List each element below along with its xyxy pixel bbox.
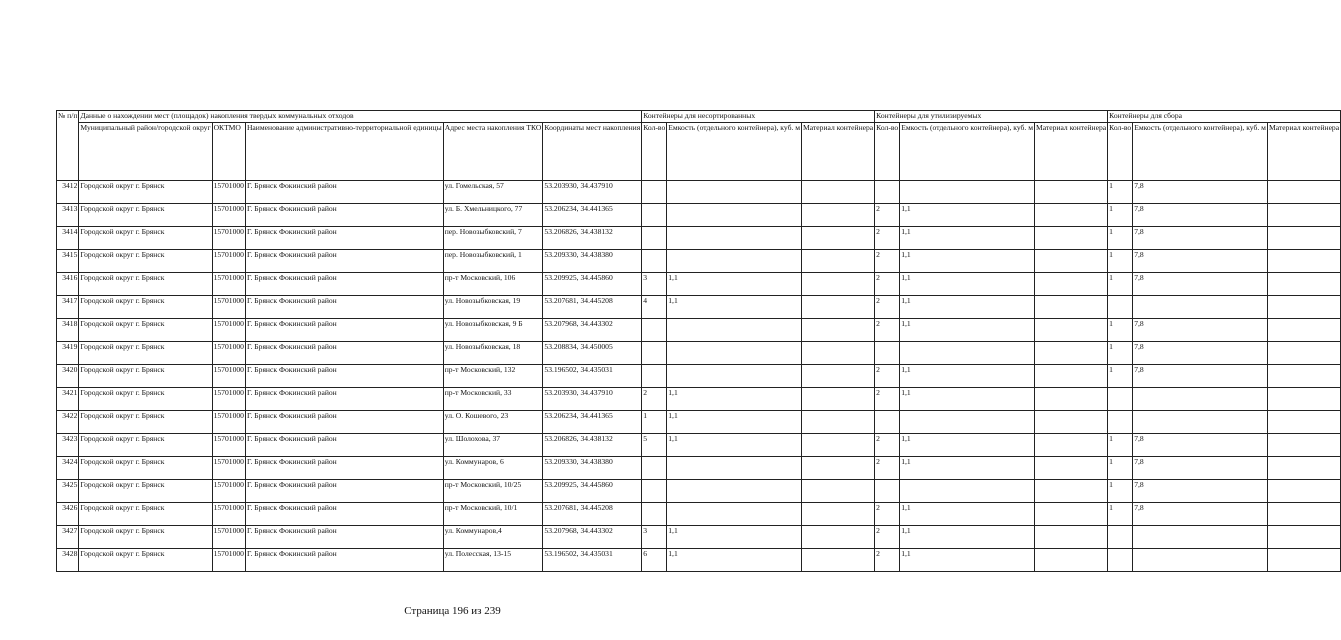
- capacity-unsorted-cell: [667, 365, 802, 388]
- address-cell: ул. Коммунаров,4: [443, 526, 543, 549]
- material-bulk-cell: [1267, 503, 1340, 526]
- oktmo-cell: 15701000: [212, 526, 245, 549]
- settlement-cell: Г. Брянск Фокинский район: [245, 342, 443, 365]
- table-row: [57, 434, 1341, 457]
- material-recycle-cell: [1035, 296, 1108, 319]
- capacity-recycle-cell: 1,1: [900, 434, 1035, 457]
- row-number: 3424: [57, 457, 79, 480]
- count-unsorted-cell: 3: [642, 273, 667, 296]
- material-unsorted-cell: [802, 296, 875, 319]
- capacity-bulk-cell: 7,8: [1133, 204, 1268, 227]
- count-bulk-cell: 1: [1108, 342, 1133, 365]
- coords-cell: 53.206826, 34.438132: [543, 434, 642, 457]
- material-unsorted-cell: [802, 227, 875, 250]
- count-bulk-cell: [1108, 549, 1133, 572]
- capacity-bulk-cell: [1133, 549, 1268, 572]
- header-capacity-bulk: Емкость (отдельного контейнера), куб. м: [1133, 123, 1268, 181]
- table-row: [57, 365, 1341, 388]
- count-recycle-cell: 2: [875, 457, 900, 480]
- count-bulk-cell: [1108, 388, 1133, 411]
- count-unsorted-cell: [642, 204, 667, 227]
- count-bulk-cell: 1: [1108, 365, 1133, 388]
- material-unsorted-cell: [802, 204, 875, 227]
- municipality-cell: Городской округ г. Брянск: [79, 549, 212, 572]
- settlement-cell: Г. Брянск Фокинский район: [245, 227, 443, 250]
- count-unsorted-cell: [642, 181, 667, 204]
- row-number: 3425: [57, 480, 79, 503]
- capacity-recycle-cell: 1,1: [900, 296, 1035, 319]
- capacity-bulk-cell: 7,8: [1133, 457, 1268, 480]
- material-recycle-cell: [1035, 319, 1108, 342]
- count-unsorted-cell: [642, 365, 667, 388]
- count-recycle-cell: 2: [875, 388, 900, 411]
- material-unsorted-cell: [802, 250, 875, 273]
- table-row: [57, 342, 1341, 365]
- capacity-unsorted-cell: [667, 250, 802, 273]
- material-unsorted-cell: [802, 503, 875, 526]
- count-recycle-cell: 2: [875, 296, 900, 319]
- material-bulk-cell: [1267, 365, 1340, 388]
- material-recycle-cell: [1035, 181, 1108, 204]
- page-counter: Страница 196 из 239: [404, 605, 501, 617]
- municipality-cell: Городской округ г. Брянск: [79, 365, 212, 388]
- count-recycle-cell: 2: [875, 549, 900, 572]
- count-unsorted-cell: 2: [642, 388, 667, 411]
- material-bulk-cell: [1267, 388, 1340, 411]
- material-recycle-cell: [1035, 204, 1108, 227]
- count-recycle-cell: 2: [875, 204, 900, 227]
- municipality-cell: Городской округ г. Брянск: [79, 273, 212, 296]
- header-material-bulk: Материал контейнера: [1267, 123, 1340, 181]
- count-unsorted-cell: [642, 319, 667, 342]
- count-unsorted-cell: [642, 250, 667, 273]
- count-unsorted-cell: 1: [642, 411, 667, 434]
- capacity-unsorted-cell: [667, 227, 802, 250]
- material-bulk-cell: [1267, 457, 1340, 480]
- capacity-unsorted-cell: [667, 181, 802, 204]
- material-unsorted-cell: [802, 434, 875, 457]
- count-unsorted-cell: [642, 503, 667, 526]
- oktmo-cell: 15701000: [212, 181, 245, 204]
- capacity-unsorted-cell: [667, 457, 802, 480]
- material-unsorted-cell: [802, 365, 875, 388]
- coords-cell: 53.208834, 34.450005: [543, 342, 642, 365]
- oktmo-cell: 15701000: [212, 549, 245, 572]
- capacity-recycle-cell: [900, 411, 1035, 434]
- settlement-cell: Г. Брянск Фокинский район: [245, 526, 443, 549]
- count-recycle-cell: [875, 411, 900, 434]
- table-row: [57, 457, 1341, 480]
- settlement-cell: Г. Брянск Фокинский район: [245, 204, 443, 227]
- address-cell: пер. Новозыбковский, 7: [443, 227, 543, 250]
- capacity-bulk-cell: [1133, 296, 1268, 319]
- settlement-cell: Г. Брянск Фокинский район: [245, 319, 443, 342]
- count-recycle-cell: 2: [875, 319, 900, 342]
- count-recycle-cell: 2: [875, 250, 900, 273]
- row-number: 3426: [57, 503, 79, 526]
- coords-cell: 53.207681, 34.445208: [543, 503, 642, 526]
- material-bulk-cell: [1267, 250, 1340, 273]
- municipality-cell: Городской округ г. Брянск: [79, 434, 212, 457]
- material-recycle-cell: [1035, 273, 1108, 296]
- count-bulk-cell: 1: [1108, 503, 1133, 526]
- material-bulk-cell: [1267, 227, 1340, 250]
- count-bulk-cell: 1: [1108, 204, 1133, 227]
- municipality-cell: Городской округ г. Брянск: [79, 526, 212, 549]
- oktmo-cell: 15701000: [212, 480, 245, 503]
- material-unsorted-cell: [802, 319, 875, 342]
- coords-cell: 53.209925, 34.445860: [543, 273, 642, 296]
- material-recycle-cell: [1035, 480, 1108, 503]
- capacity-recycle-cell: 1,1: [900, 457, 1035, 480]
- settlement-cell: Г. Брянск Фокинский район: [245, 457, 443, 480]
- settlement-cell: Г. Брянск Фокинский район: [245, 434, 443, 457]
- address-cell: ул. Шолохова, 37: [443, 434, 543, 457]
- count-recycle-cell: 2: [875, 526, 900, 549]
- count-unsorted-cell: [642, 227, 667, 250]
- header-material-recycle: Материал контейнера: [1035, 123, 1108, 181]
- count-recycle-cell: 2: [875, 503, 900, 526]
- municipality-cell: Городской округ г. Брянск: [79, 181, 212, 204]
- material-unsorted-cell: [802, 457, 875, 480]
- count-recycle-cell: [875, 480, 900, 503]
- count-unsorted-cell: 5: [642, 434, 667, 457]
- count-recycle-cell: 2: [875, 434, 900, 457]
- oktmo-cell: 15701000: [212, 503, 245, 526]
- header-row-columns: [57, 123, 1341, 181]
- material-bulk-cell: [1267, 411, 1340, 434]
- address-cell: пр-т Московский, 10/25: [443, 480, 543, 503]
- oktmo-cell: 15701000: [212, 411, 245, 434]
- address-cell: ул. Новозыбковская, 18: [443, 342, 543, 365]
- header-settlement: Наименование административно-территориальной единицы: [245, 123, 443, 181]
- capacity-bulk-cell: [1133, 411, 1268, 434]
- row-number: 3421: [57, 388, 79, 411]
- municipality-cell: Городской округ г. Брянск: [79, 204, 212, 227]
- table-row: [57, 503, 1341, 526]
- count-bulk-cell: [1108, 526, 1133, 549]
- material-bulk-cell: [1267, 549, 1340, 572]
- material-bulk-cell: [1267, 296, 1340, 319]
- table-row: [57, 480, 1341, 503]
- address-cell: пр-т Московский, 132: [443, 365, 543, 388]
- capacity-recycle-cell: 1,1: [900, 250, 1035, 273]
- address-cell: ул. Новозыбковская, 9 Б: [443, 319, 543, 342]
- capacity-unsorted-cell: 1,1: [667, 273, 802, 296]
- table-row: [57, 273, 1341, 296]
- settlement-cell: Г. Брянск Фокинский район: [245, 503, 443, 526]
- coords-cell: 53.209330, 34.438380: [543, 250, 642, 273]
- count-unsorted-cell: [642, 480, 667, 503]
- header-address: Адрес места накопления ТКО: [443, 123, 543, 181]
- capacity-bulk-cell: 7,8: [1133, 365, 1268, 388]
- capacity-bulk-cell: 7,8: [1133, 480, 1268, 503]
- coords-cell: 53.206234, 34.441365: [543, 411, 642, 434]
- municipality-cell: Городской округ г. Брянск: [79, 388, 212, 411]
- municipality-cell: Городской округ г. Брянск: [79, 457, 212, 480]
- settlement-cell: Г. Брянск Фокинский район: [245, 480, 443, 503]
- coords-cell: 53.206826, 34.438132: [543, 227, 642, 250]
- coords-cell: 53.203930, 34.437910: [543, 181, 642, 204]
- count-unsorted-cell: 3: [642, 526, 667, 549]
- table-row: [57, 296, 1341, 319]
- material-recycle-cell: [1035, 388, 1108, 411]
- material-unsorted-cell: [802, 388, 875, 411]
- capacity-unsorted-cell: [667, 480, 802, 503]
- capacity-unsorted-cell: [667, 503, 802, 526]
- oktmo-cell: 15701000: [212, 319, 245, 342]
- header-material-unsorted: Материал контейнера: [802, 123, 875, 181]
- settlement-cell: Г. Брянск Фокинский район: [245, 549, 443, 572]
- table-row: [57, 227, 1341, 250]
- capacity-bulk-cell: 7,8: [1133, 434, 1268, 457]
- capacity-unsorted-cell: 1,1: [667, 549, 802, 572]
- oktmo-cell: 15701000: [212, 296, 245, 319]
- header-group-unsorted: Контейнеры для несортированных: [642, 111, 875, 123]
- table-row: [57, 204, 1341, 227]
- capacity-recycle-cell: 1,1: [900, 549, 1035, 572]
- address-cell: ул. Полесская, 13-15: [443, 549, 543, 572]
- header-count-bulk: Кол-во: [1108, 123, 1133, 181]
- count-recycle-cell: [875, 181, 900, 204]
- capacity-bulk-cell: 7,8: [1133, 181, 1268, 204]
- count-unsorted-cell: 4: [642, 296, 667, 319]
- material-recycle-cell: [1035, 227, 1108, 250]
- row-number: 3428: [57, 549, 79, 572]
- coords-cell: 53.196502, 34.435031: [543, 549, 642, 572]
- count-recycle-cell: 2: [875, 273, 900, 296]
- capacity-unsorted-cell: [667, 204, 802, 227]
- municipality-cell: Городской округ г. Брянск: [79, 342, 212, 365]
- table-row: [57, 181, 1341, 204]
- coords-cell: 53.209925, 34.445860: [543, 480, 642, 503]
- municipality-cell: Городской округ г. Брянск: [79, 319, 212, 342]
- oktmo-cell: 15701000: [212, 365, 245, 388]
- oktmo-cell: 15701000: [212, 457, 245, 480]
- header-capacity-recycle: Емкость (отдельного контейнера), куб. м: [900, 123, 1035, 181]
- municipality-cell: Городской округ г. Брянск: [79, 227, 212, 250]
- material-recycle-cell: [1035, 342, 1108, 365]
- header-group-location: Данные о нахождении мест (площадок) накопления твердых коммунальных отходов: [79, 111, 642, 123]
- header-oktmo: ОКТМО: [212, 123, 245, 181]
- material-unsorted-cell: [802, 342, 875, 365]
- table-row: [57, 411, 1341, 434]
- header-group-bulk: Контейнеры для сбора: [1108, 111, 1341, 123]
- material-bulk-cell: [1267, 319, 1340, 342]
- count-bulk-cell: 1: [1108, 181, 1133, 204]
- header-count-recycle: Кол-во: [875, 123, 900, 181]
- row-number: 3417: [57, 296, 79, 319]
- capacity-recycle-cell: 1,1: [900, 204, 1035, 227]
- municipality-cell: Городской округ г. Брянск: [79, 503, 212, 526]
- count-recycle-cell: 2: [875, 227, 900, 250]
- oktmo-cell: 15701000: [212, 250, 245, 273]
- row-number: 3416: [57, 273, 79, 296]
- registry-sheet: [56, 110, 1341, 572]
- count-bulk-cell: [1108, 296, 1133, 319]
- count-bulk-cell: 1: [1108, 480, 1133, 503]
- address-cell: ул. Коммунаров, 6: [443, 457, 543, 480]
- row-number: 3422: [57, 411, 79, 434]
- material-bulk-cell: [1267, 480, 1340, 503]
- capacity-bulk-cell: 7,8: [1133, 273, 1268, 296]
- capacity-recycle-cell: [900, 480, 1035, 503]
- registry-table: [56, 110, 1341, 572]
- count-bulk-cell: 1: [1108, 457, 1133, 480]
- material-unsorted-cell: [802, 480, 875, 503]
- count-recycle-cell: [875, 342, 900, 365]
- capacity-unsorted-cell: 1,1: [667, 526, 802, 549]
- capacity-bulk-cell: [1133, 526, 1268, 549]
- municipality-cell: Городской округ г. Брянск: [79, 411, 212, 434]
- capacity-recycle-cell: 1,1: [900, 365, 1035, 388]
- settlement-cell: Г. Брянск Фокинский район: [245, 411, 443, 434]
- address-cell: пр-т Московский, 33: [443, 388, 543, 411]
- oktmo-cell: 15701000: [212, 342, 245, 365]
- capacity-recycle-cell: 1,1: [900, 319, 1035, 342]
- address-cell: ул. Б. Хмельницкого, 77: [443, 204, 543, 227]
- material-recycle-cell: [1035, 434, 1108, 457]
- capacity-recycle-cell: 1,1: [900, 526, 1035, 549]
- material-bulk-cell: [1267, 434, 1340, 457]
- table-row: [57, 250, 1341, 273]
- coords-cell: 53.207968, 34.443302: [543, 319, 642, 342]
- count-bulk-cell: [1108, 411, 1133, 434]
- capacity-bulk-cell: 7,8: [1133, 503, 1268, 526]
- row-number: 3413: [57, 204, 79, 227]
- material-unsorted-cell: [802, 181, 875, 204]
- settlement-cell: Г. Брянск Фокинский район: [245, 273, 443, 296]
- capacity-unsorted-cell: 1,1: [667, 388, 802, 411]
- oktmo-cell: 15701000: [212, 434, 245, 457]
- capacity-recycle-cell: 1,1: [900, 388, 1035, 411]
- address-cell: пр-т Московский, 106: [443, 273, 543, 296]
- settlement-cell: Г. Брянск Фокинский район: [245, 250, 443, 273]
- material-recycle-cell: [1035, 250, 1108, 273]
- settlement-cell: Г. Брянск Фокинский район: [245, 365, 443, 388]
- table-row: [57, 388, 1341, 411]
- header-count-unsorted: Кол-во: [642, 123, 667, 181]
- capacity-recycle-cell: 1,1: [900, 273, 1035, 296]
- row-number: 3412: [57, 181, 79, 204]
- capacity-unsorted-cell: 1,1: [667, 434, 802, 457]
- header-group-recycle: Контейнеры для утилизируемых: [875, 111, 1108, 123]
- row-number: 3415: [57, 250, 79, 273]
- coords-cell: 53.196502, 34.435031: [543, 365, 642, 388]
- capacity-recycle-cell: 1,1: [900, 227, 1035, 250]
- oktmo-cell: 15701000: [212, 273, 245, 296]
- count-bulk-cell: 1: [1108, 434, 1133, 457]
- settlement-cell: Г. Брянск Фокинский район: [245, 388, 443, 411]
- material-recycle-cell: [1035, 526, 1108, 549]
- table-row: [57, 549, 1341, 572]
- material-recycle-cell: [1035, 365, 1108, 388]
- material-unsorted-cell: [802, 549, 875, 572]
- material-unsorted-cell: [802, 273, 875, 296]
- material-bulk-cell: [1267, 181, 1340, 204]
- header-capacity-unsorted: Емкость (отдельного контейнера), куб. м: [667, 123, 802, 181]
- row-number: 3420: [57, 365, 79, 388]
- row-number: 3414: [57, 227, 79, 250]
- count-unsorted-cell: [642, 342, 667, 365]
- capacity-recycle-cell: 1,1: [900, 503, 1035, 526]
- address-cell: ул. Новозыбковская, 19: [443, 296, 543, 319]
- address-cell: пер. Новозыбковский, 1: [443, 250, 543, 273]
- material-bulk-cell: [1267, 273, 1340, 296]
- capacity-bulk-cell: 7,8: [1133, 250, 1268, 273]
- coords-cell: 53.207968, 34.443302: [543, 526, 642, 549]
- material-bulk-cell: [1267, 526, 1340, 549]
- material-bulk-cell: [1267, 204, 1340, 227]
- count-unsorted-cell: 6: [642, 549, 667, 572]
- municipality-cell: Городской округ г. Брянск: [79, 296, 212, 319]
- row-number: 3427: [57, 526, 79, 549]
- header-num: № п/п: [57, 111, 79, 181]
- count-bulk-cell: 1: [1108, 227, 1133, 250]
- coords-cell: 53.207681, 34.445208: [543, 296, 642, 319]
- address-cell: ул. Гомельская, 57: [443, 181, 543, 204]
- oktmo-cell: 15701000: [212, 227, 245, 250]
- capacity-unsorted-cell: 1,1: [667, 411, 802, 434]
- address-cell: пр-т Московский, 10/1: [443, 503, 543, 526]
- material-bulk-cell: [1267, 342, 1340, 365]
- municipality-cell: Городской округ г. Брянск: [79, 250, 212, 273]
- coords-cell: 53.206234, 34.441365: [543, 204, 642, 227]
- address-cell: ул. О. Кошевого, 23: [443, 411, 543, 434]
- header-coords: Координаты мест накопления: [543, 123, 642, 181]
- settlement-cell: Г. Брянск Фокинский район: [245, 296, 443, 319]
- table-row: [57, 319, 1341, 342]
- row-number: 3418: [57, 319, 79, 342]
- capacity-recycle-cell: [900, 181, 1035, 204]
- capacity-bulk-cell: 7,8: [1133, 227, 1268, 250]
- material-recycle-cell: [1035, 411, 1108, 434]
- material-recycle-cell: [1035, 549, 1108, 572]
- count-unsorted-cell: [642, 457, 667, 480]
- header-municipality: Муниципальный район/городской округ: [79, 123, 212, 181]
- material-unsorted-cell: [802, 526, 875, 549]
- material-unsorted-cell: [802, 411, 875, 434]
- row-number: 3419: [57, 342, 79, 365]
- capacity-recycle-cell: [900, 342, 1035, 365]
- count-bulk-cell: 1: [1108, 250, 1133, 273]
- settlement-cell: Г. Брянск Фокинский район: [245, 181, 443, 204]
- material-recycle-cell: [1035, 503, 1108, 526]
- capacity-bulk-cell: [1133, 388, 1268, 411]
- material-recycle-cell: [1035, 457, 1108, 480]
- count-bulk-cell: 1: [1108, 319, 1133, 342]
- capacity-unsorted-cell: [667, 319, 802, 342]
- capacity-bulk-cell: 7,8: [1133, 319, 1268, 342]
- coords-cell: 53.209330, 34.438380: [543, 457, 642, 480]
- capacity-bulk-cell: 7,8: [1133, 342, 1268, 365]
- count-bulk-cell: 1: [1108, 273, 1133, 296]
- header-row-groups: [57, 111, 1341, 123]
- table-row: [57, 526, 1341, 549]
- row-number: 3423: [57, 434, 79, 457]
- coords-cell: 53.203930, 34.437910: [543, 388, 642, 411]
- oktmo-cell: 15701000: [212, 388, 245, 411]
- capacity-unsorted-cell: [667, 342, 802, 365]
- capacity-unsorted-cell: 1,1: [667, 296, 802, 319]
- municipality-cell: Городской округ г. Брянск: [79, 480, 212, 503]
- count-recycle-cell: 2: [875, 365, 900, 388]
- oktmo-cell: 15701000: [212, 204, 245, 227]
